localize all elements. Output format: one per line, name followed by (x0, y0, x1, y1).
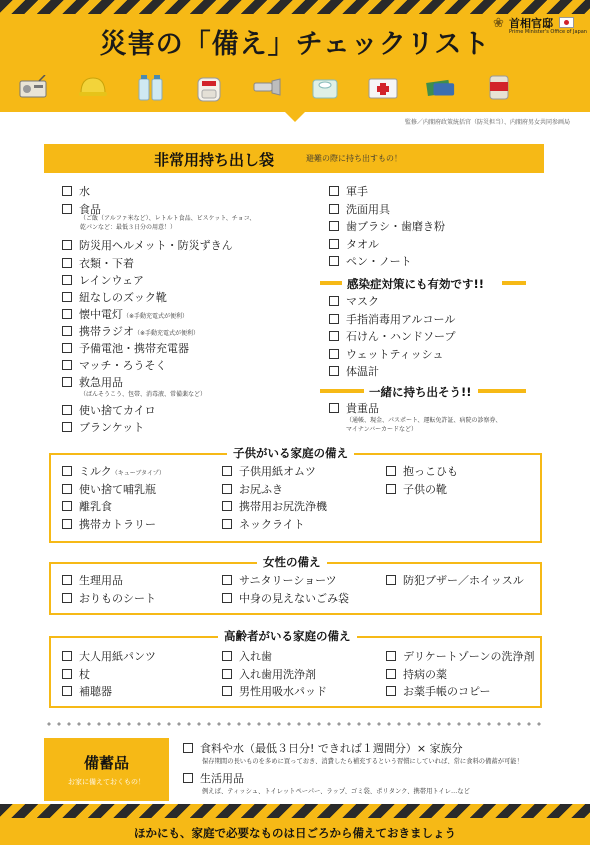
checklist-item[interactable] (62, 421, 144, 434)
checklist-item[interactable] (62, 291, 167, 304)
dotted-divider (44, 722, 544, 726)
checkbox[interactable] (62, 204, 72, 214)
checkbox[interactable] (329, 221, 339, 231)
checkbox[interactable] (183, 773, 193, 783)
checklist-item[interactable] (329, 220, 445, 233)
checkbox[interactable] (62, 258, 72, 268)
checklist-item[interactable] (386, 483, 447, 496)
emergency-bag-title: 非常用持ち出し袋 (154, 151, 275, 169)
checklist-item[interactable] (329, 313, 455, 326)
checklist-item[interactable] (62, 668, 90, 681)
item-label: 石けん・ハンドソープ (346, 330, 456, 343)
item-label: 生理用品 (79, 574, 123, 587)
stockpile-title: 備蓄品 (83, 754, 129, 772)
checklist-item[interactable] (329, 255, 412, 268)
together-subheading: 一緒に持ち出そう!! (369, 385, 472, 399)
checkbox[interactable] (62, 484, 72, 494)
item-label: 子供の靴 (403, 482, 447, 496)
checkbox[interactable] (222, 651, 232, 661)
checkbox[interactable] (62, 593, 72, 603)
checklist-item[interactable] (329, 185, 368, 198)
item-label: 予備電池・携帯充電器 (79, 342, 189, 355)
item-label: 持病の薬 (403, 667, 447, 681)
item-label: 入れ歯用洗浄剤 (239, 667, 316, 681)
checkbox[interactable] (62, 343, 72, 353)
item-label: 水 (79, 185, 90, 198)
item-label: デリケートゾーンの洗浄剤 (403, 650, 535, 663)
checklist-item[interactable] (62, 239, 233, 252)
checklist-item[interactable] (222, 483, 283, 496)
item-label: ミルク (79, 465, 112, 478)
item-label: おりものシート (79, 591, 156, 605)
item-label: 入れ歯 (239, 650, 272, 663)
checklist-item[interactable] (62, 650, 156, 663)
checklist-item[interactable] (222, 668, 316, 681)
item-label: 大人用紙パンツ (79, 650, 156, 663)
checklist-item[interactable] (62, 257, 134, 270)
checklist-item[interactable] (329, 348, 443, 361)
children-box-title: 子供がいる家庭の備え (227, 445, 354, 461)
item-label: 中身の見えないごみ袋 (239, 591, 349, 605)
food-note-line1: （ご飯（アルファ米など）、レトルト食品、ビスケット、チョコ、 (80, 215, 256, 222)
checklist-item-valuables[interactable] (329, 402, 379, 415)
item-label: 救急用品 (79, 376, 123, 389)
checkbox[interactable] (329, 366, 339, 376)
food-note-line2: 乾パンなど：最低３日分の用意！） (80, 224, 177, 231)
checkbox[interactable] (386, 686, 396, 696)
footer-band (0, 818, 590, 845)
item-label: 携帯用お尻洗浄機 (239, 500, 327, 513)
item-label: 使い捨て哺乳瓶 (79, 482, 156, 496)
cash-cards-icon (426, 72, 456, 102)
hazard-stripe-bottom (0, 804, 590, 818)
item-label: 手指消毒用アルコール (346, 312, 456, 326)
item-label: お尻ふき (239, 482, 283, 496)
item-label: タオル (346, 237, 379, 251)
stockpile-panel (44, 738, 169, 801)
women-box-title: 女性の備え (257, 554, 327, 570)
pm-office-emblem-icon: ❀ (493, 16, 504, 31)
checklist-item[interactable] (329, 295, 379, 308)
checkbox[interactable] (62, 275, 72, 285)
daily-goods-note: 例えば、ティッシュ、トイレットペーパー、ラップ、ゴミ袋、ポリタンク、携帯用トイレ…など (202, 788, 470, 795)
helmet-icon (78, 72, 108, 102)
item-note: （※手動充電式が便利） (123, 313, 189, 320)
wet-tissue-icon (310, 72, 340, 102)
infection-subheading: 感染症対策にも有効です!! (347, 277, 484, 291)
page-title: 災害の「備え」チェックリスト (99, 29, 491, 60)
checkbox[interactable] (62, 360, 72, 370)
checklist-item[interactable] (62, 274, 144, 287)
item-label: ウェットティッシュ (346, 347, 444, 361)
checklist-item[interactable] (222, 500, 327, 513)
together-bar-left (320, 389, 364, 393)
checklist-item[interactable] (62, 483, 156, 496)
checklist-item[interactable] (62, 359, 167, 372)
checkbox[interactable] (329, 349, 339, 359)
logo-text-en: Prime Minister's Office of Japan (509, 29, 587, 35)
infection-bar-right (502, 281, 526, 285)
infection-bar-left (320, 281, 342, 285)
item-label: マッチ・ろうそく (79, 359, 167, 372)
checkbox[interactable] (386, 575, 396, 585)
checkbox[interactable] (62, 292, 72, 302)
checkbox[interactable] (62, 651, 72, 661)
checkbox[interactable] (222, 519, 232, 529)
checklist-item[interactable] (329, 203, 390, 216)
checkbox[interactable] (222, 501, 232, 511)
item-label: サニタリーショーツ (239, 574, 337, 587)
checklist-item[interactable] (62, 518, 156, 531)
emergency-bag-subtitle: 避難の際に持ち出すもの！ (306, 154, 402, 163)
checkbox[interactable] (329, 186, 339, 196)
footer-message: ほかにも、家庭で必要なものは日ごろから備えておきましょう (134, 826, 456, 840)
checklist-item[interactable] (62, 404, 156, 417)
item-label: 子供用紙オムツ (239, 465, 316, 478)
emergency-bag-band (44, 144, 544, 173)
checklist-item[interactable] (329, 330, 455, 343)
checkbox[interactable] (62, 519, 72, 529)
supervision-credit: 監修／内閣府政策統括官（防災担当）、内閣府男女共同参画局 (404, 119, 570, 126)
item-label: ブランケット (79, 421, 145, 434)
checklist-item[interactable] (386, 574, 524, 587)
checklist-item[interactable] (386, 465, 458, 478)
checkbox[interactable] (222, 593, 232, 603)
checkbox[interactable] (329, 256, 339, 266)
checklist-item[interactable] (329, 238, 379, 251)
checkbox[interactable] (62, 422, 72, 432)
item-label: 歯ブラシ・歯磨き粉 (346, 220, 445, 233)
item-label: 携帯カトラリー (79, 517, 156, 531)
logo-text-jp: 首相官邸 (509, 17, 553, 30)
canned-food-icon (484, 72, 514, 102)
checkbox[interactable] (329, 204, 339, 214)
checkbox[interactable] (62, 309, 72, 319)
checkbox[interactable] (222, 686, 232, 696)
checkbox[interactable] (62, 186, 72, 196)
item-note: （※手動充電式が便利） (134, 330, 200, 337)
checkbox[interactable] (222, 669, 232, 679)
checklist-item[interactable] (62, 500, 112, 513)
checklist-item[interactable] (222, 574, 337, 587)
checkbox[interactable] (62, 240, 72, 250)
item-label: 杖 (79, 667, 90, 681)
checklist-item[interactable] (62, 465, 165, 480)
item-label: 防犯ブザー／ホイッスル (403, 574, 524, 587)
together-bar-right (478, 389, 526, 393)
checklist-item[interactable] (386, 650, 535, 663)
checkbox[interactable] (62, 377, 72, 387)
radio-icon (18, 72, 48, 102)
checkbox[interactable] (386, 669, 396, 679)
checklist-item[interactable] (62, 325, 199, 340)
item-label: 衣類・下着 (79, 257, 134, 270)
item-label: 食品 (79, 203, 101, 216)
checkbox[interactable] (62, 326, 72, 336)
checkbox[interactable] (62, 466, 72, 476)
checkbox[interactable] (386, 651, 396, 661)
checklist-item[interactable] (386, 668, 447, 681)
item-note: （キューブタイプ） (111, 470, 165, 477)
food-water-note: 保存期間の長いものを多めに買っておき、消費したら補充するという習慣にしていれば、常に食料の備蓄が可能！ (202, 758, 523, 765)
first-aid-box-icon (368, 72, 398, 102)
checkbox[interactable] (386, 484, 396, 494)
checklist-item[interactable] (62, 185, 90, 198)
checklist-item[interactable] (222, 685, 327, 698)
checkbox[interactable] (62, 405, 72, 415)
item-label: 男性用吸水パッド (239, 685, 327, 698)
checklist-item[interactable] (222, 518, 305, 531)
checkbox[interactable] (62, 686, 72, 696)
checklist-item[interactable] (62, 342, 189, 355)
checklist-item[interactable] (222, 592, 349, 605)
checklist-item[interactable] (62, 592, 156, 605)
checkbox[interactable] (222, 466, 232, 476)
checkbox[interactable] (386, 466, 396, 476)
checklist-item[interactable] (222, 650, 272, 663)
stockpile-subtitle: お家に備えておくもの！ (68, 778, 145, 786)
supplies-icon-row (18, 72, 578, 106)
checklist-item[interactable] (62, 308, 188, 323)
item-label: 携帯ラジオ (79, 325, 134, 338)
checklist-item[interactable] (62, 574, 123, 587)
checkbox[interactable] (222, 575, 232, 585)
checkbox[interactable] (62, 669, 72, 679)
checkbox[interactable] (329, 239, 339, 249)
checkbox[interactable] (62, 575, 72, 585)
checklist-item-daily-goods[interactable] (183, 772, 244, 785)
checklist-item[interactable] (386, 685, 491, 698)
checklist-item[interactable] (62, 376, 123, 389)
item-label: お薬手帳のコピー (403, 685, 491, 698)
checkbox[interactable] (329, 403, 339, 413)
item-label: ペン・ノート (346, 255, 412, 268)
item-label: 生活用品 (200, 772, 244, 785)
item-label: 体温計 (346, 365, 379, 378)
item-label: 軍手 (346, 185, 368, 198)
checkbox[interactable] (62, 501, 72, 511)
checkbox[interactable] (329, 314, 339, 324)
checkbox[interactable] (329, 331, 339, 341)
item-label: 食料や水（最低３日分! できれば１週間分）× 家族分 (200, 742, 463, 755)
pm-office-logo[interactable] (489, 14, 587, 40)
flashlight-icon (252, 72, 282, 102)
checklist-item[interactable] (62, 685, 112, 698)
valuables-note-line1: （通帳、現金、パスポート、運転免許証、病院の診察券、 (346, 417, 502, 424)
valuables-note-line2: マイナンバーカードなど） (346, 426, 418, 433)
header-notch (283, 110, 307, 122)
checkbox[interactable] (329, 296, 339, 306)
checklist-item[interactable] (222, 465, 316, 478)
item-label: ネックライト (239, 517, 305, 531)
item-label: 洗面用具 (346, 202, 390, 216)
checkbox[interactable] (183, 743, 193, 753)
item-label: 使い捨てカイロ (79, 404, 156, 417)
checkbox[interactable] (222, 484, 232, 494)
item-label: 抱っこひも (403, 465, 458, 478)
item-label: 貴重品 (346, 402, 379, 415)
item-label: レインウェア (79, 274, 145, 287)
item-label: 紐なしのズック靴 (79, 291, 167, 304)
japan-flag-icon (559, 17, 574, 28)
checklist-item[interactable] (329, 365, 379, 378)
hazard-stripe-top (0, 0, 590, 14)
firstaid-note: （ばんそうこう、包帯、消毒液、常備薬など） (80, 391, 207, 398)
item-label: マスク (346, 295, 379, 308)
elderly-box-title: 高齢者がいる家庭の備え (218, 628, 357, 644)
water-bottles-icon (136, 72, 166, 102)
item-label: 離乳食 (79, 500, 112, 513)
backpack-icon (194, 72, 224, 102)
item-label: 補聴器 (79, 685, 112, 698)
item-label: 懐中電灯 (79, 308, 123, 321)
checklist-item-food-water[interactable] (183, 742, 463, 755)
item-label: 防災用ヘルメット・防災ずきん (79, 239, 233, 252)
